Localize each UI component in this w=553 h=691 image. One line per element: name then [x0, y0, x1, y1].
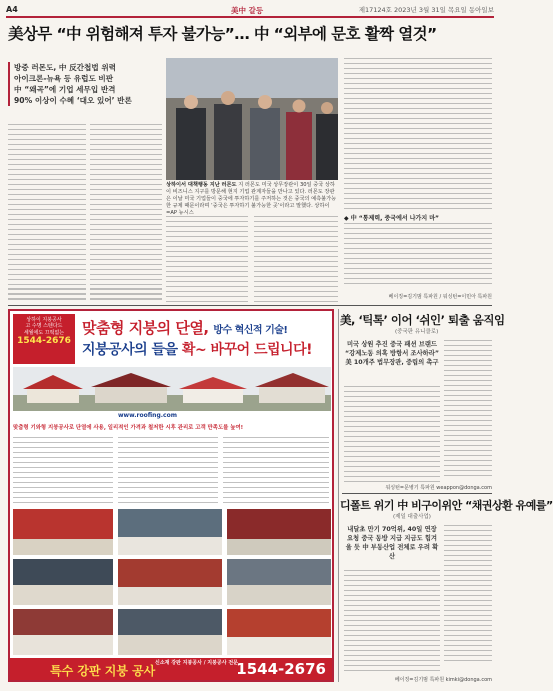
news-photo	[166, 58, 338, 180]
cg-article-col-2	[444, 525, 492, 667]
ad-url[interactable]: www.roofing.com	[118, 412, 177, 419]
country-garden-source: (제일 대출사업)	[393, 514, 431, 520]
ad-logo-line: 고 수명 스텐다드	[25, 323, 63, 330]
ad-body-text-3	[223, 437, 329, 507]
ad-roof-photo-grid	[13, 509, 331, 657]
photo-people-illustration	[166, 58, 338, 180]
photo-caption	[166, 182, 338, 217]
article-column-2	[90, 124, 162, 304]
ad-logo-box	[13, 314, 75, 364]
cg-article-col-1	[344, 570, 440, 675]
subhead-line: 中 “왜곡”에 기업 세무입 반격	[14, 85, 116, 94]
ad-logo-line: 상하이 지붕공사	[26, 317, 62, 323]
ad-headline-2a: 지붕공사의 들을	[82, 342, 178, 358]
country-garden-subhead: 내달초 만기 70억위, 40일 연장 요청 중국 동방 지급 지금도 힘겨울 듯 中 부동산업 전체로 우려 확산	[345, 526, 439, 560]
caption-title: 상하이서 대책행동 지난 러몬도	[166, 182, 237, 188]
page-header	[6, 4, 494, 18]
right-article-divider	[342, 493, 492, 494]
tiktok-article-col-1	[344, 386, 440, 486]
ad-logo-phone: 1544-2676	[17, 335, 71, 346]
ad-headline-2b: 확~ 바꾸어 드립니다!	[181, 342, 312, 358]
cg-byline: 베이징=김기범 특파원 kimki@donga.com	[394, 677, 492, 683]
right-article-rule	[338, 309, 339, 682]
subhead-line: 90% 이상이 수혜 ‘대오 있어’ 반론	[14, 96, 132, 105]
roofing-advertisement	[8, 309, 334, 682]
ad-headline-1-tail: 방수 혁신적 기술!	[213, 325, 288, 336]
article-column-6	[344, 223, 492, 293]
tiktok-article-col-2	[444, 340, 492, 480]
ad-footer	[10, 658, 332, 680]
tiktok-shein-source: (중국판 유니클로)	[395, 329, 439, 335]
subhead-box	[8, 62, 160, 106]
article-column-1	[8, 124, 86, 304]
tiktok-shein-subhead: 미국 상원 추진 중국 패션 브랜드 “강제노동 의혹 방항서 조사하라” 美 10개주 법무장관, 중립의 촉구	[345, 341, 439, 366]
ad-footer-slogan: 신소재 강판 지붕공사 / 지붕공사 전문	[155, 660, 238, 666]
subhead-line: 방중 러몬도, 中 反간첩법 위력	[14, 63, 117, 72]
ad-headline-1-main: 맞춤형 지붕의 단열,	[82, 319, 209, 337]
article-column-5	[344, 58, 492, 213]
ad-headline-2	[82, 339, 312, 359]
section-divider	[8, 305, 492, 306]
ad-strip-text: 맞춤형 기와형 지붕공사로 단열에 사용, 일리적인 가격과 철저한 시후 관리로 고객 만족도를 높여!	[13, 425, 244, 431]
tiktok-shein-headline: 美, ‘틱톡’ 이어 ‘쉬인’ 퇴출 움직임	[340, 313, 505, 327]
ad-logo-line: 세월에도 끄떡없는	[23, 329, 65, 336]
ad-headline-1	[82, 317, 287, 338]
issue-info: 제17124호 2023년 3월 31일 목요일 동아일보	[358, 6, 494, 14]
ad-buildings-illustration	[13, 367, 331, 411]
ad-footer-name: 특수 강판 지붕 공사	[50, 664, 156, 678]
section-label: 美中 갈등	[231, 6, 264, 15]
main-byline: 베이징=김기범 특파원 / 워싱턴=이민아 특파원	[388, 294, 492, 300]
ad-body-text-2	[118, 437, 218, 507]
tiktok-byline: 워싱턴=문병기 특파원 weappon@donga.com	[385, 485, 492, 491]
column-subhead: ◆ 中 “통제력, 중국에서 나가지 마”	[344, 215, 439, 222]
ad-body-text-1	[13, 437, 113, 507]
subhead-line: 아이크론-뉴욕 등 유럽도 비판	[14, 74, 114, 83]
ad-footer-phone[interactable]: 1544-2676	[236, 660, 326, 678]
page-number: A4	[6, 5, 18, 14]
main-headline: 美상무 “中 위험해져 투자 불가능”… 中 “외부에 문호 활짝 열것”	[8, 25, 437, 43]
caption-text: 지 러몬도 미국 상무장관이 30일 중국 상하이 비즈니스 지구를 방문해 현지 기업 관계자들을 만나고 있다. 러몬도 장관은 이날 미국 기업들이 중국에 투자하기를 주저하는 것은 중국의 예측불가능한 규제 때문이라며 ‘중국은 투자하기 불가능한 곳’이라고 말했다. 상하이=AP 뉴시스	[166, 182, 337, 216]
article-column-4	[254, 216, 338, 306]
country-garden-headline: 디폴트 위기 中 비구이위안 “채권상환 유예를”	[340, 499, 553, 512]
article-column-3	[166, 216, 248, 306]
